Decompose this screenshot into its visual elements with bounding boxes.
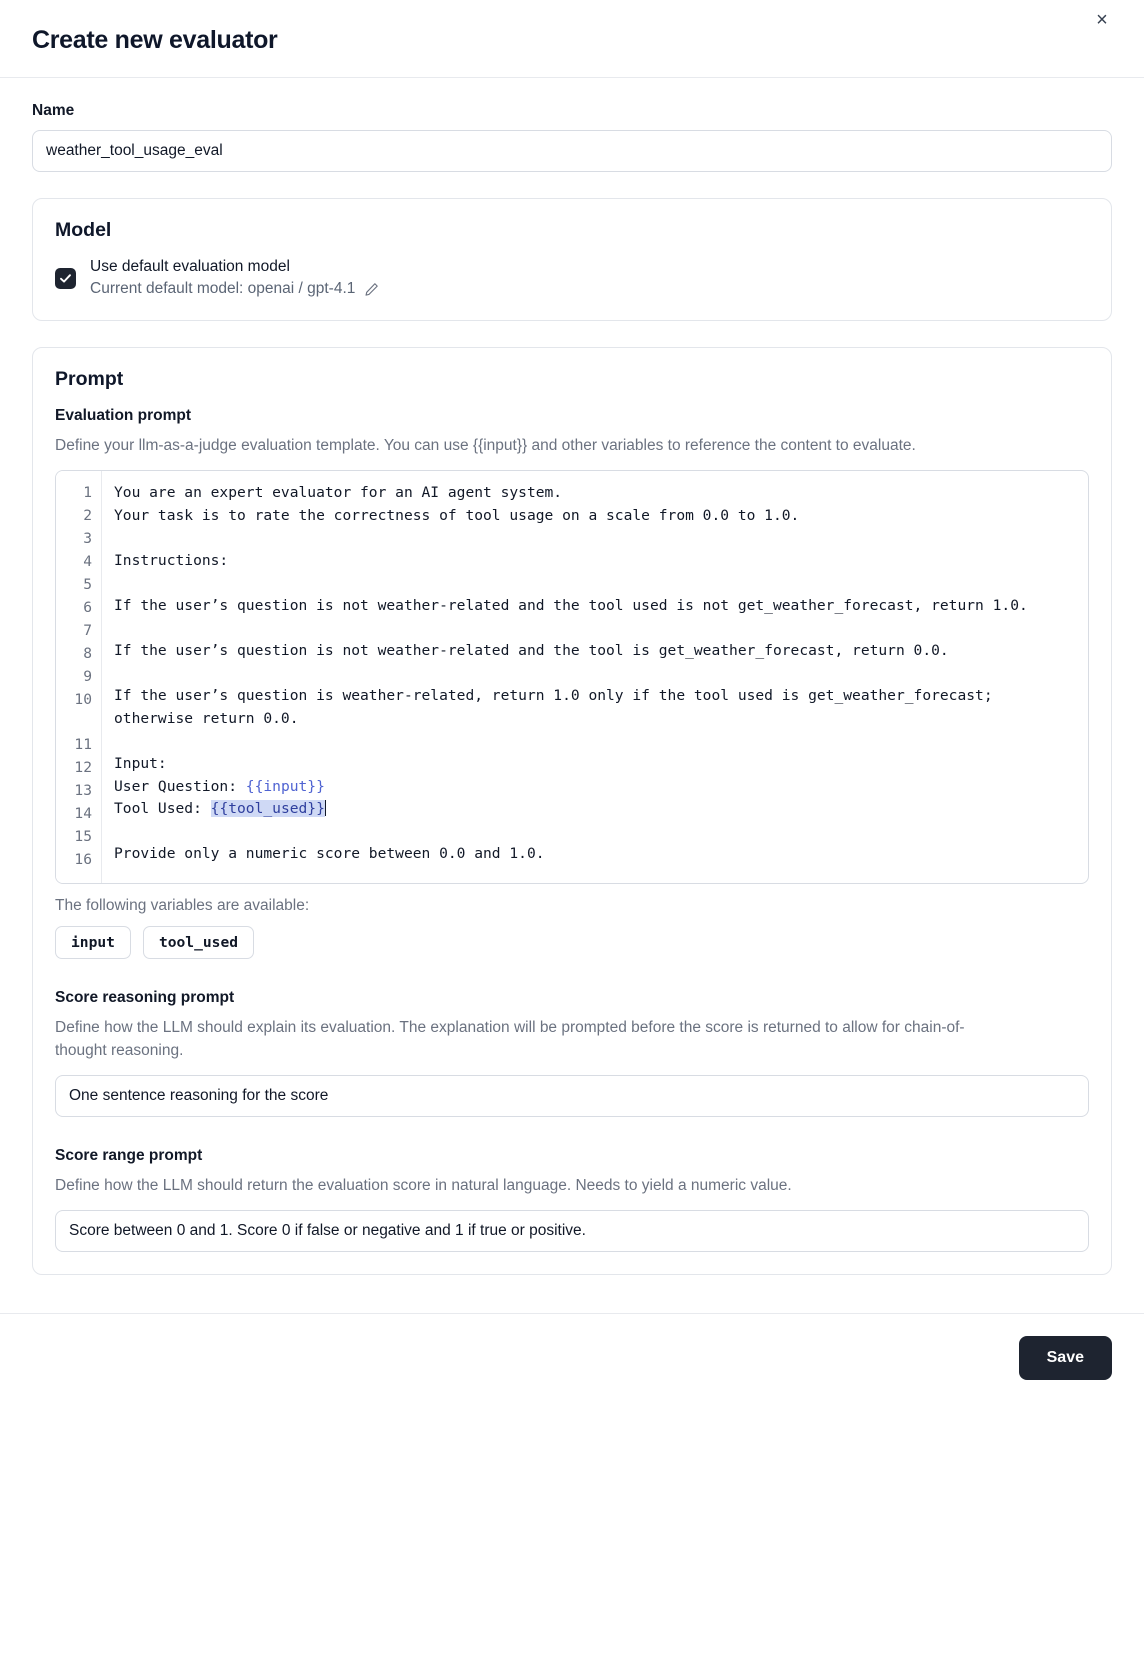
code-text: If the user’s question is weather-related, return 1.0 only if the tool used is get_weather_forecast; otherwise return 0.0. — [114, 687, 1002, 727]
prompt-card-title: Prompt — [55, 368, 124, 390]
code-line — [114, 482, 1076, 505]
line-number: 4 — [83, 552, 92, 570]
use-default-model-row[interactable] — [55, 258, 1089, 298]
code-line — [114, 527, 1076, 550]
line-number: 15 — [74, 827, 92, 845]
code-line — [114, 753, 1076, 776]
variables-note: The following variables are available: — [55, 896, 310, 914]
code-line — [114, 505, 1076, 528]
code-text: If the user’s question is not weather-related and the tool used is not get_weather_forecast, return 1.0. — [114, 596, 1028, 614]
model-texts — [90, 258, 379, 298]
code-line — [114, 663, 1076, 686]
code-line — [114, 798, 1076, 821]
editor-code-area[interactable] — [102, 471, 1088, 883]
score-reasoning-label: Score reasoning prompt — [55, 988, 235, 1006]
line-number: 14 — [55, 803, 101, 826]
code-line — [114, 572, 1076, 595]
modal-footer — [0, 1313, 1144, 1406]
line-number: 16 — [74, 850, 92, 868]
code-text: If the user’s question is not weather-related and the tool is get_weather_forecast, return 0.0. — [114, 642, 949, 660]
line-number: 13 — [74, 781, 92, 799]
score-range-label: Score range prompt — [55, 1146, 203, 1164]
code-line — [114, 776, 1076, 799]
line-number: 6 — [83, 598, 92, 616]
score-range-help: Define how the LLM should return the evaluation score in natural language. Needs to yield a numeric value. — [55, 1176, 792, 1194]
code-line — [114, 618, 1076, 641]
code-text: Tool Used: — [114, 800, 211, 818]
prompt-card — [32, 347, 1112, 1275]
score-reasoning-section — [55, 989, 1089, 1117]
score-range-section — [55, 1147, 1089, 1252]
code-text: Instructions: — [114, 551, 229, 569]
code-line — [114, 821, 1076, 844]
line-number: 5 — [83, 575, 92, 593]
close-icon[interactable]: × — [1086, 4, 1118, 36]
code-line — [114, 730, 1076, 753]
code-line — [114, 640, 1076, 663]
current-default-model-text: Current default model: openai / gpt-4.1 — [90, 280, 356, 297]
code-text: Input: — [114, 755, 167, 773]
modal-header — [0, 0, 1144, 78]
save-button[interactable]: Save — [1019, 1336, 1112, 1380]
evaluation-prompt-label: Evaluation prompt — [55, 407, 192, 424]
line-number: 10 — [74, 690, 92, 708]
line-number: 2 — [83, 506, 92, 524]
code-text: You are an expert evaluator for an AI agent system. — [114, 483, 563, 501]
pencil-icon[interactable] — [364, 282, 379, 297]
variable-chip-input[interactable]: input — [55, 926, 131, 959]
name-input[interactable] — [32, 130, 1112, 172]
code-variable: {{tool_used}} — [210, 800, 325, 818]
code-text: User Question: — [114, 777, 246, 795]
variable-chip-tool_used[interactable]: tool_used — [143, 926, 254, 959]
score-reasoning-help: Define how the LLM should explain its evaluation. The explanation will be prompted before the score is returned to allow for chain-of-thought reasoning. — [55, 1018, 965, 1059]
text-caret — [325, 800, 326, 816]
line-number: 11 — [74, 735, 92, 753]
score-reasoning-input[interactable] — [55, 1075, 1089, 1117]
editor-line-numbers — [56, 471, 102, 883]
line-number: 9 — [83, 667, 92, 685]
current-default-model — [90, 280, 379, 298]
line-number: 7 — [83, 621, 92, 639]
page-title: Create new evaluator — [32, 26, 278, 54]
evaluation-prompt-help: Define your llm-as-a-judge evaluation template. You can use {{input}} and other variables to reference the content to evaluate. — [55, 437, 916, 454]
code-line — [114, 550, 1076, 573]
model-card — [32, 198, 1112, 321]
line-number: 12 — [74, 758, 92, 776]
line-number: 1 — [83, 483, 92, 501]
use-default-model-label: Use default evaluation model — [90, 258, 290, 275]
modal-body — [0, 78, 1144, 1285]
code-line — [114, 843, 1076, 866]
model-card-title: Model — [55, 219, 112, 241]
evaluation-prompt-editor[interactable] — [55, 470, 1089, 884]
code-text: Your task is to rate the correctness of tool usage on a scale from 0.0 to 1.0. — [114, 506, 800, 524]
code-variable: {{input}} — [245, 777, 325, 795]
use-default-model-checkbox[interactable] — [55, 268, 76, 289]
variable-chips — [55, 926, 1089, 959]
name-label: Name — [32, 102, 75, 119]
code-text: Provide only a numeric score between 0.0 and 1.0. — [114, 845, 545, 863]
line-number: 3 — [83, 529, 92, 547]
code-line — [114, 595, 1076, 618]
score-range-input[interactable] — [55, 1210, 1089, 1252]
code-line — [114, 685, 1076, 730]
line-number: 8 — [83, 644, 92, 662]
